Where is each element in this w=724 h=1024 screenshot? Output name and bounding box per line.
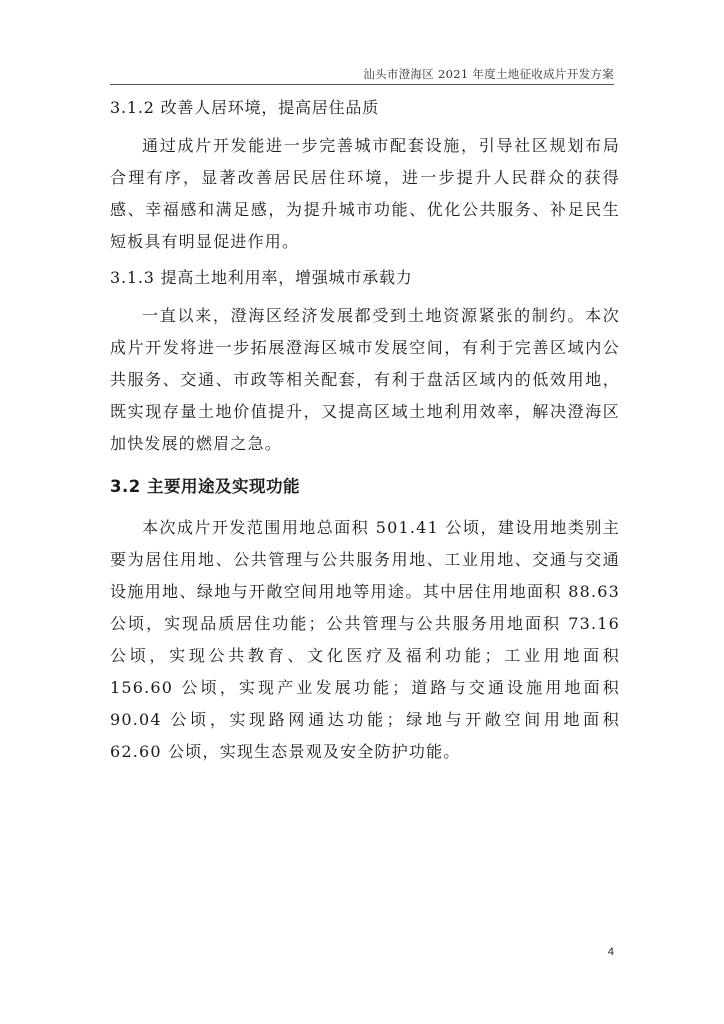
- paragraph-3-1-3: 一直以来，澄海区经济发展都受到土地资源紧张的制约。本次成片开发将进一步拓展澄海区城市发展空间，有利于完善区域内公共服务、交通、市政等相关配套，有利于盘活区域内的低效用地，既实现存量土地价值提升，又提高区域土地利用效率，解决澄海区加快发展的燃眉之急。: [110, 306, 620, 453]
- section-heading-3-2: 3.2 主要用途及实现功能: [110, 477, 300, 496]
- page-body: [110, 96, 620, 776]
- paragraph-3-2: 本次成片开发范围用地总面积 501.41 公顷，建设用地类别主要为居住用地、公共管理与公共服务用地、工业用地、交通与交通设施用地、绿地与开敞空间用地等用途。其中居住用地面积 88.63 公顷，实现品质居住功能；公共管理与公共服务用地面积 73.16 公顷，实现公共教育、文化医疗及福利功能；工业用地面积 156.60 公顷，实现产业发展功能；道路与交通设施用地面积 90.04 公顷，实现路网通达功能；绿地与开敞空间用地面积 62.60 公顷，实现生态景观及安全防护功能。: [110, 518, 620, 761]
- paragraph-3-1-2: 通过成片开发能进一步完善城市配套设施，引导社区规划布局合理有序，显著改善居民居住环境，进一步提升人民群众的获得感、幸福感和满足感，为提升城市功能、优化公共服务、补足民生短板具有明显促进作用。: [110, 136, 620, 251]
- subsection-heading-3-1-3: 3.1.3 提高土地利用率，增强城市承载力: [110, 268, 413, 287]
- running-header: 汕头市澄海区 2021 年度土地征收成片开发方案: [363, 67, 614, 81]
- header-divider: [110, 84, 614, 85]
- page-number: 4: [607, 946, 614, 958]
- subsection-heading-3-1-2: 3.1.2 改善人居环境，提高居住品质: [110, 98, 379, 117]
